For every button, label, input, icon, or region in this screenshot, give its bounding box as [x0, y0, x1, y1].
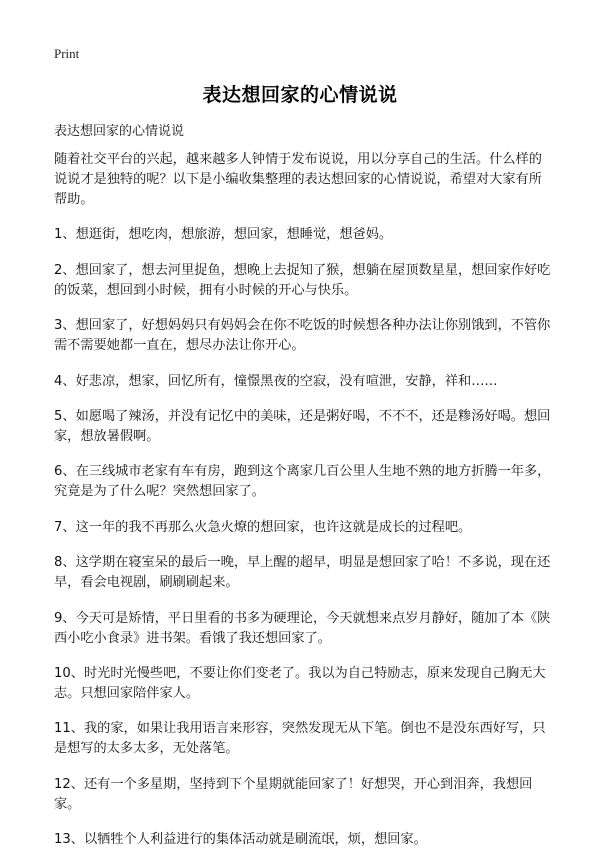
intro-paragraph: 随着社交平台的兴起，越来越多人钟情于发布说说，用以分享自己的生活。什么样的说说才是独特的呢？以下是小编收集整理的表达想回家的心情说说，希望对大家有所帮助。	[54, 152, 542, 207]
list-item: 10、时光时光慢些吧，不要让你们变老了。我以为自己特励志，原来发现自己胸无大志。只想回家陪伴家人。	[54, 665, 546, 701]
list-item: 1、想逛街，想吃肉，想旅游，想回家，想睡觉，想爸妈。	[54, 227, 393, 243]
list-item: 5、如愿喝了辣汤，并没有记忆中的美味，还是粥好喝，不不不，还是糁汤好喝。想回家，想放暑假啊。	[54, 408, 551, 444]
page-title: 表达想回家的心情说说	[202, 84, 398, 106]
list-item: 11、我的家，如果让我用语言来形容，突然发现无从下笔。倒也不是没东西好写，只是想写的太多太多，无处落笔。	[54, 721, 546, 757]
list-item: 9、今天可是矫情，平日里看的书多为硬理论，今天就想来点岁月静好，随加了本《陕西小吃小食录》进书架。看饿了我还想回家了。	[54, 610, 551, 646]
list-item: 4、好悲凉，想家，回忆所有，憧憬黑夜的空寂，没有喧泄，安静，祥和……	[54, 373, 498, 389]
print-link[interactable]: Print	[54, 46, 80, 61]
article-body	[54, 150, 554, 865]
list-item: 6、在三线城市老家有车有房，跑到这个离家几百公里人生地不熟的地方折腾一年多，究竟是为了什么呢？突然想回家了。	[54, 464, 551, 500]
list-item: 8、这学期在寝室呆的最后一晚，早上醒的超早，明显是想回家了哈！不多说，现在还早，看会电视剧，刷刷刷起来。	[54, 555, 551, 591]
list-item: 13、以牺牲个人利益进行的集体活动就是刷流氓，烦，想回家。	[54, 832, 427, 848]
list-item: 7、这一年的我不再那么火急火燎的想回家，也许这就是成长的过程吧。	[54, 519, 472, 535]
list-item: 2、想回家了，想去河里捉鱼，想晚上去捉知了猴，想躺在屋顶数星星，想回家作好吃的饭菜，想回到小时候，拥有小时候的开心与快乐。	[54, 262, 551, 298]
list-item: 12、还有一个多星期，坚持到下个星期就能回家了！好想哭，开心到泪奔，我想回家。	[54, 776, 533, 812]
article-subtitle: 表达想回家的心情说说	[54, 124, 185, 139]
list-item: 3、想回家了，好想妈妈只有妈妈会在你不吃饭的时候想各种办法让你别饿到，不管你需不需要她都一直在，想尽办法让你开心。	[54, 318, 551, 354]
